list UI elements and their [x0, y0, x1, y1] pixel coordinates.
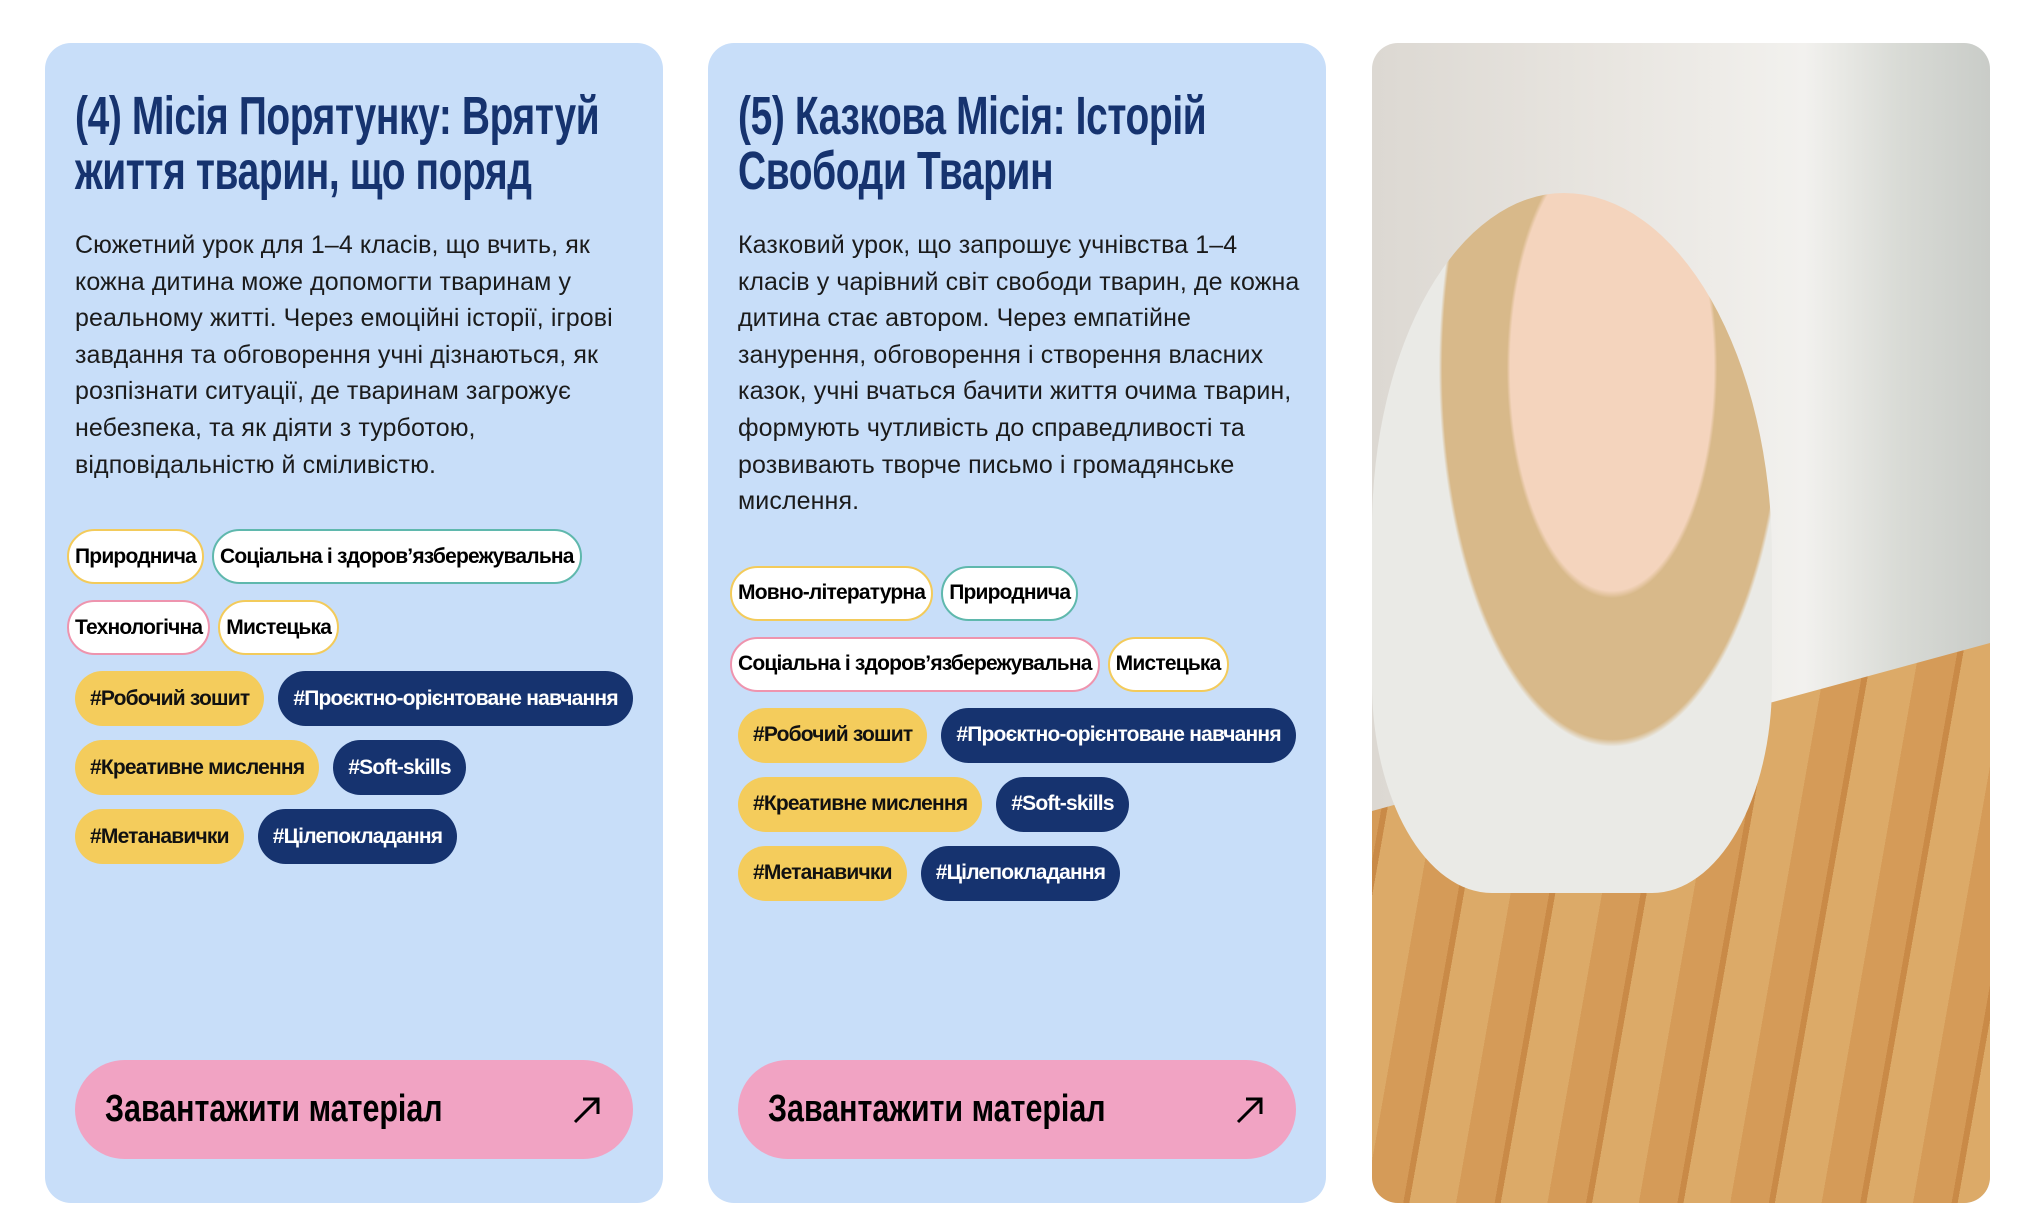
download-button-label: Завантажити матеріал	[768, 1088, 1106, 1130]
subject-tag[interactable]: Технологічна	[67, 600, 210, 655]
girl-figure	[1372, 193, 1772, 893]
subject-tag[interactable]: Мистецька	[1108, 637, 1229, 692]
hashtag[interactable]: #Цілепокладання	[921, 846, 1121, 901]
title-line: Свободи Тварин	[738, 141, 1054, 201]
tag-list	[75, 529, 633, 864]
title-line: (4) Місія Порятунку: Врятуй	[75, 86, 600, 146]
title-line: життя тварин, що поряд	[75, 141, 532, 201]
hashtag[interactable]: #Робочий зошит	[75, 671, 264, 726]
hashtag[interactable]: #Soft-skills	[996, 777, 1128, 832]
title-line: (5) Казкова Місія: Історій	[738, 86, 1207, 146]
download-button[interactable]	[75, 1060, 633, 1159]
card-description: Казковий урок, що запрошує учнівства 1–4 класів у чарівний світ свободи тварин, де кожна дитина стає автором. Через емпатійне занурення, обговорення і створення власних казок, учні вчаться бачити життя очима тварин, формують чутливість до справедливості та розвивають творче письмо і громадянське мислення.	[738, 231, 1300, 516]
download-button[interactable]	[738, 1060, 1296, 1159]
hashtag[interactable]: #Креативне мислення	[75, 740, 319, 795]
card-description: Сюжетний урок для 1–4 класів, що вчить, як кожна дитина може допомогти тваринам у реальному житті. Через емоційні історії, ігрові завдання та обговорення учні дізнаються, як розпізнати ситуації, де тваринам загрожує небезпека, та як діяти з турботою, відповідальністю й сміливістю.	[75, 231, 613, 479]
hashtag[interactable]: #Метанавички	[75, 809, 244, 864]
hashtag[interactable]: #Метанавички	[738, 846, 907, 901]
subject-tag[interactable]: Природнича	[67, 529, 204, 584]
card-title	[738, 86, 1296, 201]
subject-tag[interactable]: Природнича	[941, 566, 1078, 621]
hashtag[interactable]: #Робочий зошит	[738, 708, 927, 763]
subject-tag[interactable]: Соціальна і здоров’язбережувальна	[730, 637, 1100, 692]
lesson-card-4	[45, 43, 663, 1203]
hashtag[interactable]: #Цілепокладання	[258, 809, 458, 864]
lesson-card-5	[708, 43, 1326, 1203]
hashtag[interactable]: #Проєктно-орієнтоване навчання	[941, 708, 1295, 763]
hashtag[interactable]: #Креативне мислення	[738, 777, 982, 832]
subject-tag[interactable]: Мистецька	[218, 600, 339, 655]
hashtag[interactable]: #Проєктно-орієнтоване навчання	[278, 671, 632, 726]
card-title	[75, 86, 633, 201]
arrow-up-right-icon	[1234, 1094, 1266, 1126]
arrow-up-right-icon	[571, 1094, 603, 1126]
subject-tag[interactable]: Соціальна і здоров’язбережувальна	[212, 529, 582, 584]
photo-girl-with-clay-animals	[1372, 43, 1990, 1203]
hashtag[interactable]: #Soft-skills	[333, 740, 465, 795]
subject-tag[interactable]: Мовно-літературна	[730, 566, 933, 621]
tag-list	[738, 566, 1296, 901]
download-button-label: Завантажити матеріал	[105, 1088, 443, 1130]
